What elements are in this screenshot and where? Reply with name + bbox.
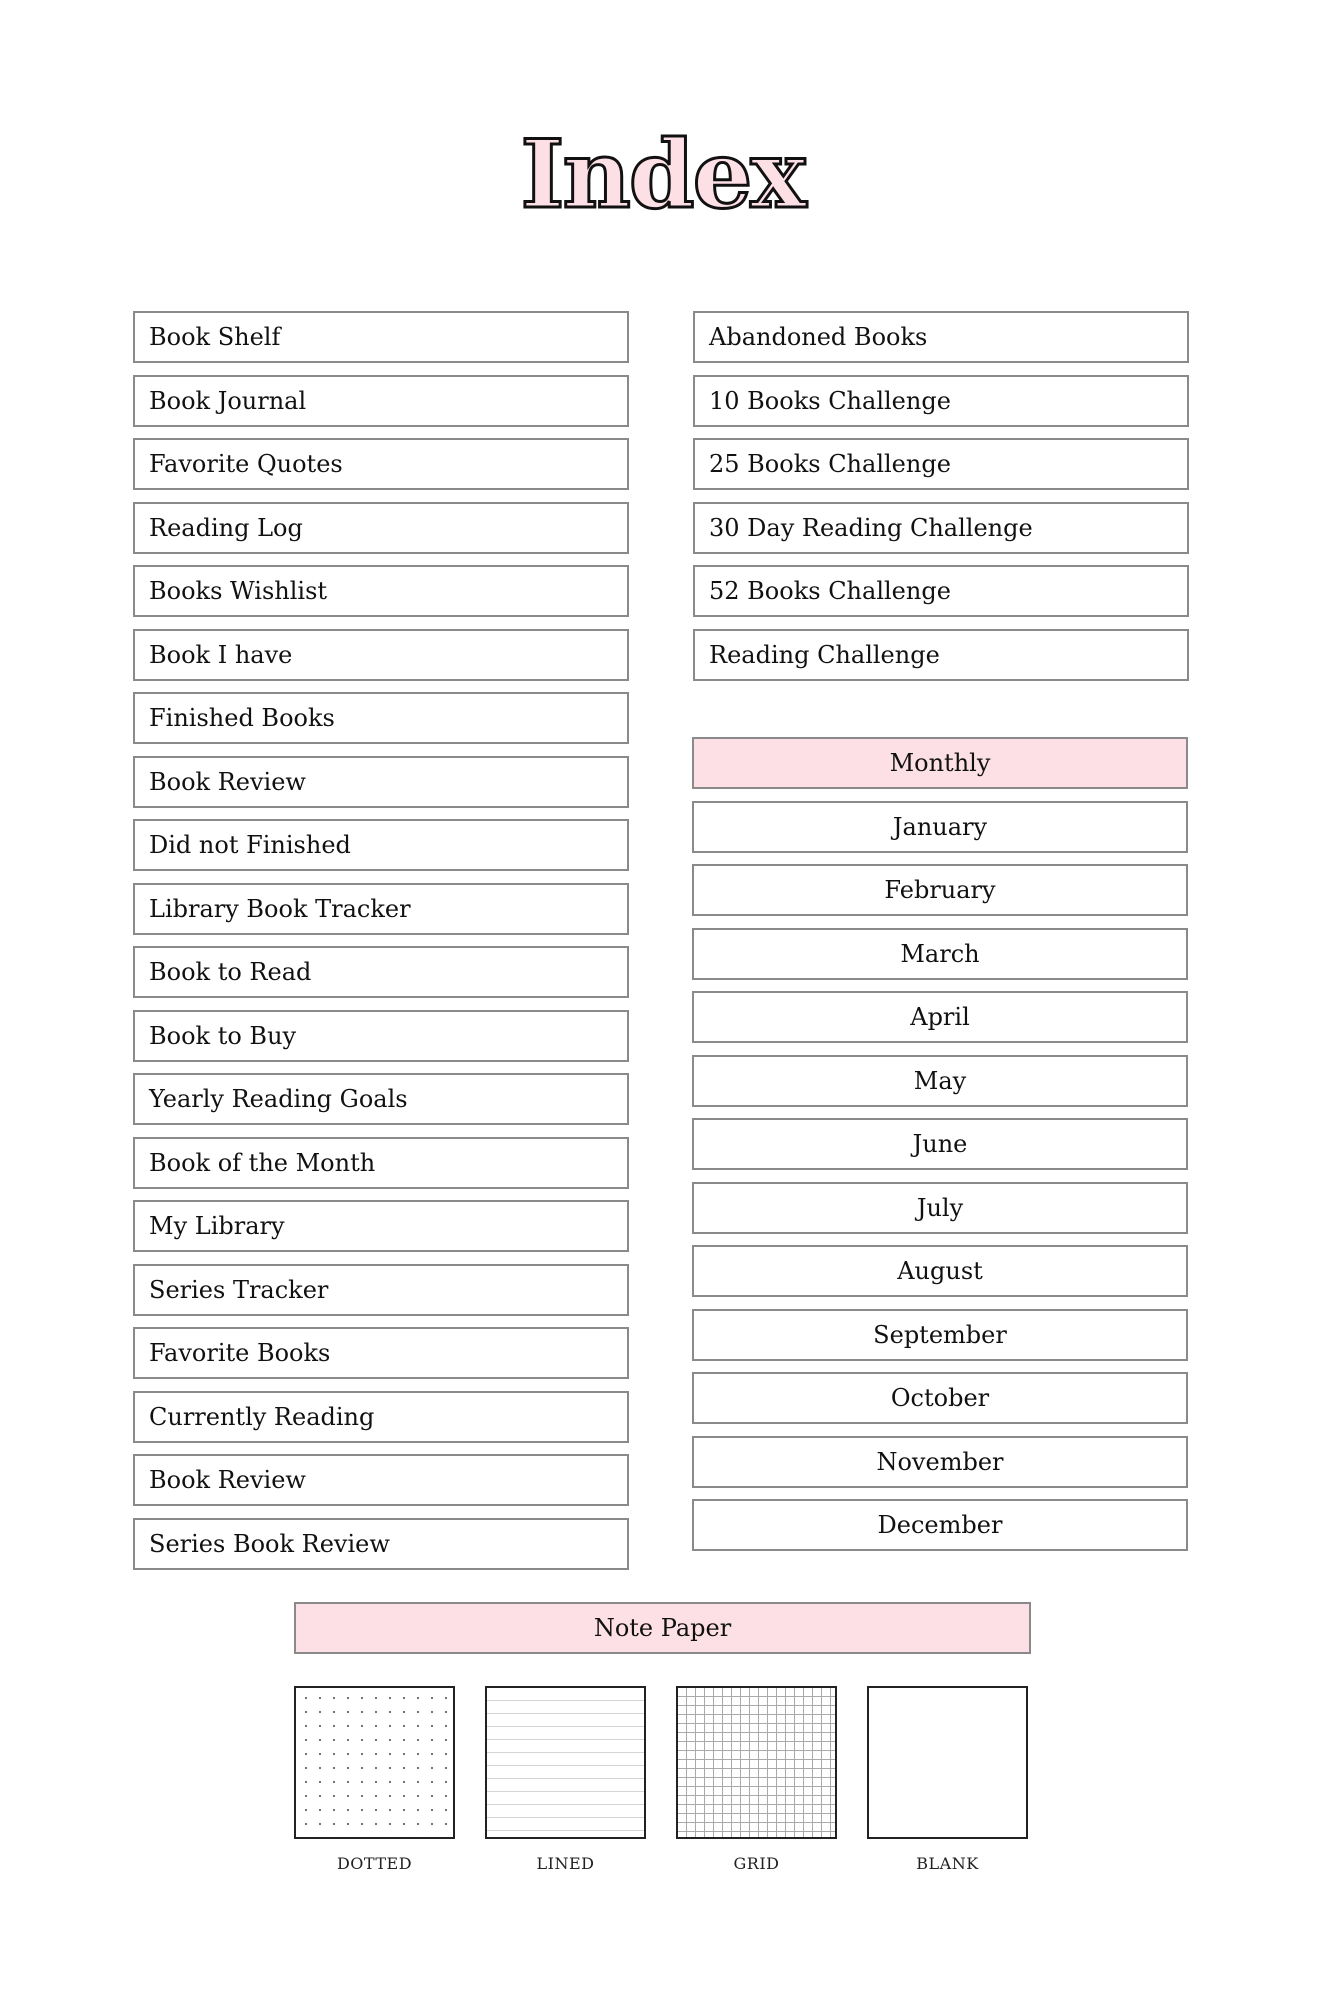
month-september[interactable]: September — [692, 1309, 1188, 1361]
note-paper-header: Note Paper — [294, 1602, 1031, 1654]
index-item-library-book-tracker[interactable]: Library Book Tracker — [133, 883, 629, 935]
blank-paper-thumbnail[interactable] — [867, 1686, 1028, 1839]
index-item-52-books-challenge[interactable]: 52 Books Challenge — [693, 565, 1189, 617]
index-item-my-library[interactable]: My Library — [133, 1200, 629, 1252]
lined-label: LINED — [536, 1854, 595, 1873]
month-february[interactable]: February — [692, 864, 1188, 916]
blank-label: BLANK — [916, 1854, 979, 1873]
grid-paper-thumbnail[interactable] — [676, 1686, 837, 1839]
index-item-book-to-read[interactable]: Book to Read — [133, 946, 629, 998]
dotted-paper-thumbnail[interactable] — [294, 1686, 455, 1839]
monthly-list — [692, 737, 1188, 1551]
month-june[interactable]: June — [692, 1118, 1188, 1170]
month-january[interactable]: January — [692, 801, 1188, 853]
index-item-book-to-buy[interactable]: Book to Buy — [133, 1010, 629, 1062]
index-item-book-shelf[interactable]: Book Shelf — [133, 311, 629, 363]
month-april[interactable]: April — [692, 991, 1188, 1043]
left-index-list — [133, 311, 629, 1570]
index-item-book-journal[interactable]: Book Journal — [133, 375, 629, 427]
lined-paper-thumbnail[interactable] — [485, 1686, 646, 1839]
index-item-reading-log[interactable]: Reading Log — [133, 502, 629, 554]
month-july[interactable]: July — [692, 1182, 1188, 1234]
index-item-favorite-quotes[interactable]: Favorite Quotes — [133, 438, 629, 490]
month-october[interactable]: October — [692, 1372, 1188, 1424]
right-index-list — [693, 311, 1189, 681]
index-item-book-review-2[interactable]: Book Review — [133, 1454, 629, 1506]
index-item-did-not-finished[interactable]: Did not Finished — [133, 819, 629, 871]
monthly-header: Monthly — [692, 737, 1188, 789]
index-item-series-tracker[interactable]: Series Tracker — [133, 1264, 629, 1316]
index-item-30-day-reading-challenge[interactable]: 30 Day Reading Challenge — [693, 502, 1189, 554]
month-november[interactable]: November — [692, 1436, 1188, 1488]
index-item-25-books-challenge[interactable]: 25 Books Challenge — [693, 438, 1189, 490]
index-item-book-of-the-month[interactable]: Book of the Month — [133, 1137, 629, 1189]
index-item-yearly-reading-goals[interactable]: Yearly Reading Goals — [133, 1073, 629, 1125]
index-item-currently-reading[interactable]: Currently Reading — [133, 1391, 629, 1443]
index-item-series-book-review[interactable]: Series Book Review — [133, 1518, 629, 1570]
index-item-books-wishlist[interactable]: Books Wishlist — [133, 565, 629, 617]
index-item-finished-books[interactable]: Finished Books — [133, 692, 629, 744]
month-may[interactable]: May — [692, 1055, 1188, 1107]
month-december[interactable]: December — [692, 1499, 1188, 1551]
index-item-reading-challenge[interactable]: Reading Challenge — [693, 629, 1189, 681]
month-august[interactable]: August — [692, 1245, 1188, 1297]
index-item-favorite-books[interactable]: Favorite Books — [133, 1327, 629, 1379]
dotted-label: DOTTED — [336, 1854, 413, 1873]
index-item-book-review[interactable]: Book Review — [133, 756, 629, 808]
page-title: Index — [520, 120, 805, 230]
grid-label: GRID — [733, 1854, 780, 1873]
index-item-10-books-challenge[interactable]: 10 Books Challenge — [693, 375, 1189, 427]
index-item-abandoned-books[interactable]: Abandoned Books — [693, 311, 1189, 363]
index-item-book-i-have[interactable]: Book I have — [133, 629, 629, 681]
month-march[interactable]: March — [692, 928, 1188, 980]
